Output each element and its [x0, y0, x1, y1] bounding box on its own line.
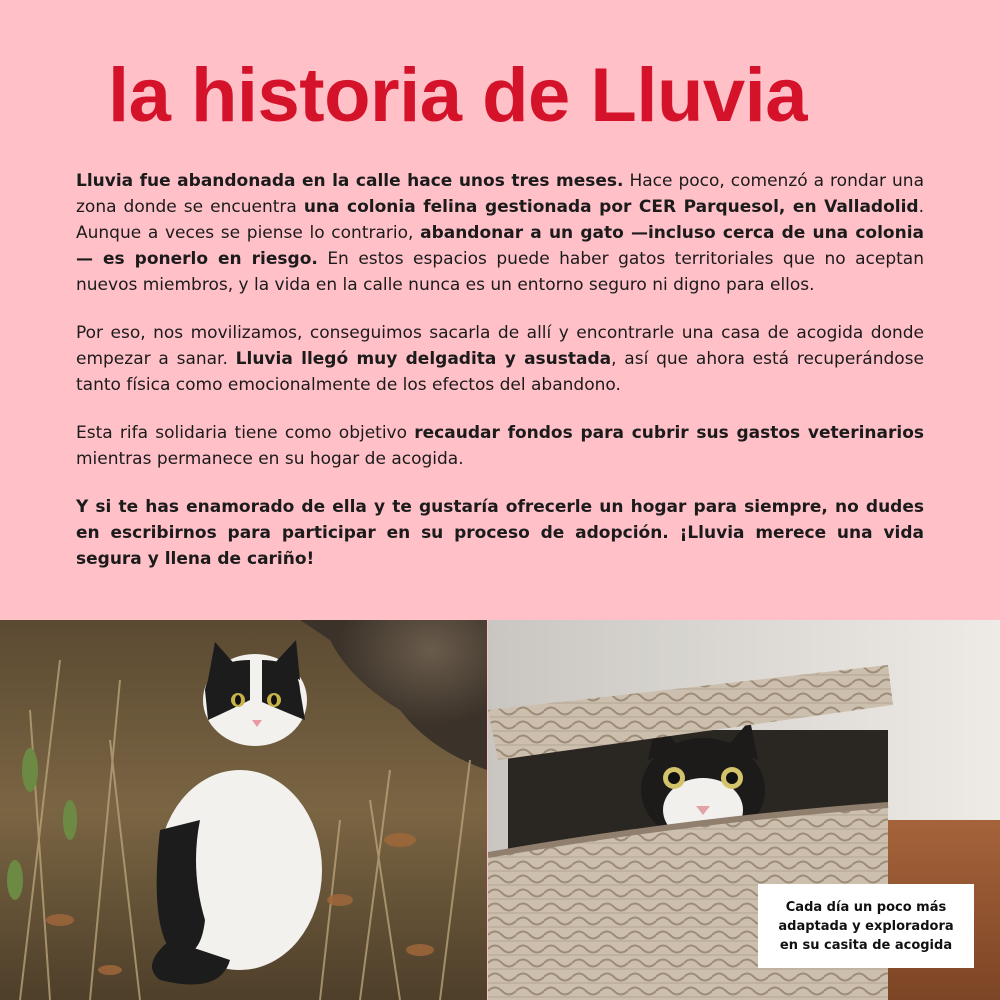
photo-caption: Cada día un poco más adaptada y exploradora en su casita de acogida [758, 884, 974, 968]
photo-cat-outdoors [0, 620, 487, 1000]
story-text-run: Esta rifa solidaria tiene como objetivo [76, 423, 415, 443]
story-bold-text: una colonia felina gestionada por CER Parquesol, en Valladolid [303, 197, 919, 217]
story-text-run: . Aunque a veces se piense lo contrario, [76, 197, 925, 243]
photo-cat-outdoors-image [0, 620, 487, 1000]
story-text [76, 168, 924, 594]
story-paragraph-2 [76, 320, 924, 398]
story-bold-text: abandonar a un gato —incluso cerca de una colonia — es ponerlo en riesgo. [76, 223, 924, 269]
story-bold-text: recaudar fondos para cubrir sus gastos veterinarios [414, 423, 924, 443]
story-paragraph-1 [76, 168, 924, 298]
story-bold-text: Lluvia llegó muy delgadita y asustada [235, 349, 612, 369]
story-paragraph-4 [76, 494, 924, 572]
story-text-run: En estos espacios puede haber gatos territoriales que no aceptan nuevos miembros, y la vida en la calle nunca es un entorno seguro ni digno para ellos. [76, 249, 924, 295]
story-bold-text: Lluvia fue abandonada en la calle hace unos tres meses. [76, 171, 624, 191]
story-text-run: , así que ahora está recuperándose tanto física como emocionalmente de los efectos del abandono. [76, 349, 924, 395]
page-title: la historia de Lluvia [108, 53, 808, 138]
story-paragraph-3 [76, 420, 924, 472]
story-text-run: Hace poco, comenzó a rondar una zona donde se encuentra [76, 171, 924, 217]
story-text-run: mientras permanece en su hogar de acogida. [76, 449, 464, 469]
story-text-run: Por eso, nos movilizamos, conseguimos sacarla de allí y encontrarle una casa de acogida donde empezar a sanar. [76, 323, 924, 369]
story-bold-text: Y si te has enamorado de ella y te gustaría ofrecerle un hogar para siempre, no dudes en escribirnos para participar en su proceso de adopción. ¡Lluvia merece una vida segura y llena de cariño! [76, 497, 924, 569]
